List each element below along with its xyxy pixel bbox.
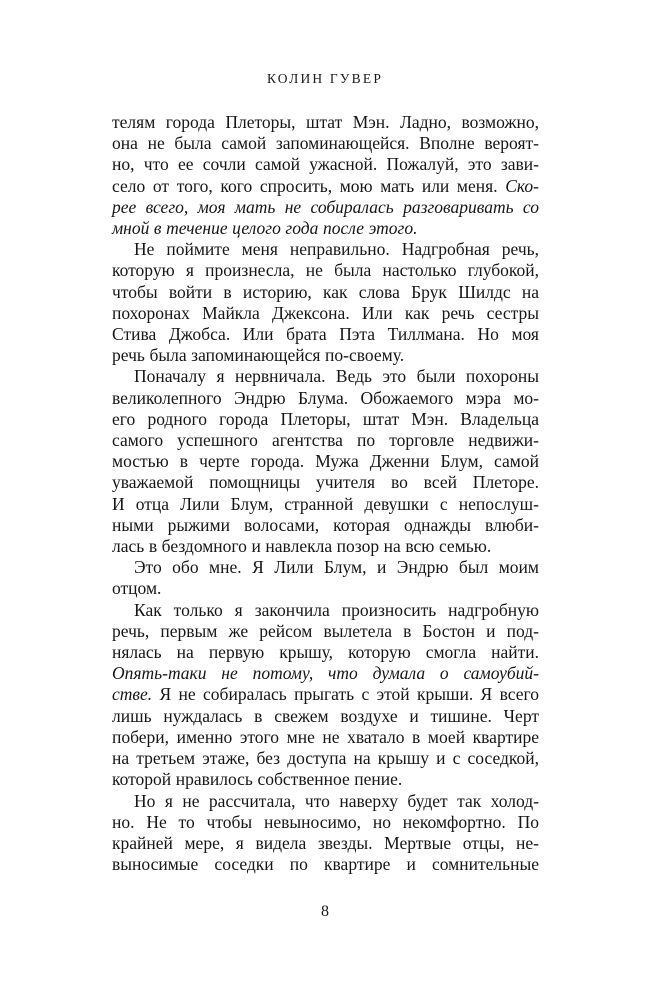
- text-line: [112, 260, 539, 281]
- italic-text: Ско-: [505, 175, 539, 196]
- body-text: самого успешного агентства по торговле недвижи-: [112, 430, 539, 451]
- body-text: чтобы войти в историю, как слова Брук Шилдс на: [112, 281, 539, 302]
- body-text: И отца Лили Блум, странной девушки с непослуш-: [112, 493, 539, 514]
- text-line: [112, 663, 539, 684]
- body-text: Но я не рассчитала, что наверху будет так холод-: [134, 790, 539, 811]
- paragraph: [112, 557, 539, 599]
- text-block: [112, 112, 539, 875]
- text-line: [112, 472, 539, 493]
- body-text: которую я произнесла, не была настолько глубокой,: [112, 260, 539, 281]
- text-line: [112, 409, 539, 430]
- italic-text: стве.: [112, 684, 153, 705]
- text-line: [112, 748, 539, 769]
- paragraph: [112, 366, 539, 557]
- text-line: [112, 218, 539, 239]
- italic-text: рее всего, моя мать не собиралась разговаривать со: [112, 196, 539, 217]
- body-text: нялась на первую крышу, которую смогла найти.: [112, 642, 539, 663]
- text-line: [112, 176, 539, 197]
- text-line: [112, 833, 539, 854]
- body-text: побери, именно этого мне не хватало в моей квартире: [112, 726, 539, 747]
- paragraph: [112, 112, 539, 239]
- text-line: [112, 112, 539, 133]
- body-text: отцом.: [112, 578, 162, 599]
- text-line: [112, 727, 539, 748]
- page-number: 8: [321, 903, 329, 920]
- text-line: [112, 515, 539, 536]
- body-text: но, что ее сочли самой ужасной. Пожалуй, это зави-: [112, 154, 539, 175]
- text-line: [112, 812, 539, 833]
- text-line: [112, 684, 539, 705]
- body-text: похоронах Майкла Джексона. Или как речь сестры: [112, 302, 539, 323]
- text-line: [112, 345, 539, 366]
- text-line: [112, 197, 539, 218]
- text-line: [112, 388, 539, 409]
- text-line: [112, 769, 539, 790]
- body-text: Стива Джобса. Или брата Пэта Тиллмана. Но моя: [112, 324, 539, 345]
- text-line: [112, 154, 539, 175]
- body-text: Поначалу я нервничала. Ведь это были похороны: [134, 366, 539, 387]
- text-line: [112, 600, 539, 621]
- body-text: на третьем этаже, без доступа на крышу и с соседкой,: [112, 748, 539, 769]
- text-line: [112, 366, 539, 387]
- body-text: лишь нуждалась в свежем воздухе и тишине. Черт: [112, 705, 539, 726]
- text-line: [112, 494, 539, 515]
- body-text: речь, первым же рейсом вылетела в Бостон и под-: [112, 620, 539, 641]
- text-line: [112, 642, 539, 663]
- running-header: КОЛИН ГУВЕР: [266, 71, 384, 86]
- text-line: [112, 239, 539, 260]
- body-text: телям города Плеторы, штат Мэн. Ладно, возможно,: [112, 112, 539, 132]
- italic-text: мной в течение целого года после этого.: [112, 218, 418, 239]
- text-line: [112, 282, 539, 303]
- text-line: [112, 430, 539, 451]
- body-text: село от того, кого спросить, мою мать или меня.: [112, 175, 506, 196]
- paragraph: [112, 791, 539, 876]
- body-text: которой нравилось собственное пение.: [112, 769, 403, 790]
- body-text: Я не собиралась прыгать с этой крыши. Я всего: [152, 684, 539, 705]
- text-line: [112, 706, 539, 727]
- body-text: его родного города Плеторы, штат Мэн. Владельца: [112, 408, 539, 429]
- body-text: крайней мере, я видела звезды. Мертвые отцы, не-: [112, 832, 539, 853]
- body-text: Не поймите меня неправильно. Надгробная речь,: [134, 239, 539, 260]
- body-text: выносимые соседки по квартире и сомнительные: [112, 854, 539, 875]
- body-text: речь была запоминающейся по-своему.: [112, 345, 405, 366]
- text-line: [112, 324, 539, 345]
- italic-text: Опять-таки не потому, что думала о самоубий-: [112, 663, 539, 684]
- body-text: мостью в черте города. Мужа Дженни Блум, самой: [112, 451, 539, 472]
- text-line: [112, 536, 539, 557]
- paragraph: [112, 239, 539, 366]
- body-text: лась в бездомного и навлекла позор на всю семью.: [112, 536, 492, 557]
- body-text: Это обо мне. Я Лили Блум, и Эндрю был моим: [134, 557, 539, 578]
- text-line: [112, 133, 539, 154]
- text-line: [112, 557, 539, 578]
- body-text: ными рыжими волосами, которая однажды влюби-: [112, 514, 539, 535]
- body-text: она не была самой запоминающейся. Вполне вероят-: [112, 133, 539, 154]
- body-text: Как только я закончила произносить надгробную: [134, 599, 539, 620]
- body-text: но. Не то чтобы невыносимо, но некомфортно. По: [112, 811, 539, 832]
- paragraph: [112, 600, 539, 791]
- text-line: [112, 451, 539, 472]
- body-text: уважаемой помощницы учителя во всей Плеторе.: [112, 472, 539, 493]
- text-line: [112, 621, 539, 642]
- text-line: [112, 791, 539, 812]
- text-line: [112, 578, 539, 599]
- text-line: [112, 854, 539, 875]
- text-line: [112, 303, 539, 324]
- body-text: великолепного Эндрю Блума. Обожаемого мэра мо-: [112, 387, 539, 408]
